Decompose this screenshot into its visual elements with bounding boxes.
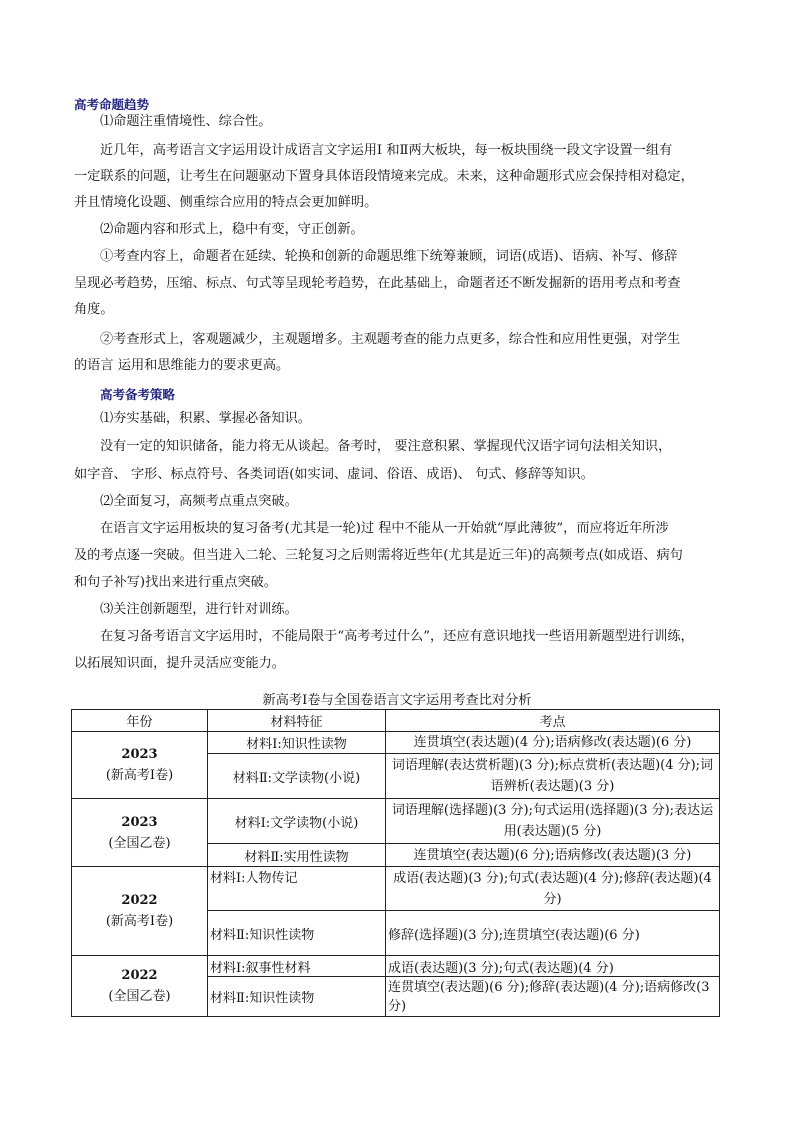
paragraph-line: 呈现必考趋势，压缩、标点、句式等呈现轮考趋势，在此基础上，命题者还不断发掘新的语用考点和考查 bbox=[74, 276, 681, 291]
paper-type: (新高考Ⅰ卷) bbox=[105, 914, 174, 929]
paragraph-line: 以拓展知识面，提升灵活应变能力。 bbox=[74, 656, 285, 671]
year-cell bbox=[72, 956, 208, 1017]
paragraph-line: 及的考点逐一突破。但当进入二轮、三轮复习之后则需将近些年(尤其是近三年)的高频考点(如成语、病句 bbox=[74, 548, 683, 563]
section-heading-strategy: 高考备考策略 bbox=[100, 387, 176, 402]
paragraph-line: 没有一定的知识储备，能力将无从谈起。备考时， 要注意积累、掌握现代汉语字词句法相关知识， bbox=[100, 439, 672, 454]
year: 2023 bbox=[121, 814, 158, 830]
material-cell: 材料Ⅱ:文学读物(小说) bbox=[208, 754, 386, 799]
table-row bbox=[72, 799, 720, 844]
points-cell: 连贯填空(表达题)(6 分);修辞(表达题)(4 分);语病修改(3 分) bbox=[386, 977, 720, 1017]
table-caption: 新高考Ⅰ卷与全国卷语言文字运用考查比对分析 bbox=[262, 693, 532, 708]
paragraph-line: 一定联系的问题，让考生在问题驱动下置身具体语段情境来完成。未来，这种命题形式应会保持相对稳定， bbox=[74, 169, 694, 184]
paragraph-line: 如字音、 字形、标点符号、各类词语(如实词、虚词、俗语、成语)、 句式、修辞等知识。 bbox=[74, 467, 594, 482]
section-heading-trend: 高考命题趋势 bbox=[74, 97, 150, 112]
material-cell: 材料Ⅰ:叙事性材料 bbox=[208, 956, 386, 977]
table-row bbox=[72, 867, 720, 911]
paragraph: ⑵命题内容和形式上，稳中有变，守正创新。 bbox=[100, 222, 364, 237]
points-cell: 成语(表达题)(3 分);句式(表达题)(4 分);修辞(表达题)(4 分) bbox=[386, 867, 720, 911]
paragraph-line: 并且情境化设题、侧重综合应用的特点会更加鲜明。 bbox=[74, 195, 378, 210]
points-cell: 词语理解(表达赏析题)(3 分);标点赏析(表达题)(4 分);词语辨析(表达题)(3 分) bbox=[386, 754, 720, 799]
paragraph: ⑵全面复习，高频考点重点突破。 bbox=[100, 494, 298, 509]
material-cell: 材料Ⅰ:文学读物(小说) bbox=[208, 799, 386, 844]
paragraph-line: 在语言文字运用板块的复习备考(尤其是一轮)过 程中不能从一开始就“厚此薄彼”，而应将近年所涉 bbox=[100, 521, 669, 536]
paragraph: ⑴命题注重情境性、综合性。 bbox=[100, 114, 272, 129]
table-row bbox=[72, 956, 720, 977]
year-cell bbox=[72, 867, 208, 956]
material-cell: 材料Ⅰ:知识性读物 bbox=[208, 732, 386, 754]
points-cell: 修辞(选择题)(3 分);连贯填空(表达题)(6 分) bbox=[386, 911, 720, 956]
paper-type: (全国乙卷) bbox=[108, 989, 171, 1004]
paragraph-line: 在复习备考语言文字运用时，不能局限于“高考考过什么”，还应有意识地找一些语用新题型进行训练， bbox=[100, 629, 694, 644]
paper-type: (新高考Ⅰ卷) bbox=[105, 768, 174, 783]
points-cell: 连贯填空(表达题)(6 分);语病修改(表达题)(3 分) bbox=[386, 844, 720, 867]
paragraph: ⑶关注创新题型，进行针对训练。 bbox=[100, 602, 298, 617]
paragraph-line: 角度。 bbox=[74, 302, 114, 317]
year: 2023 bbox=[121, 747, 158, 762]
paragraph-line: ①考查内容上，命题者在延续、轮换和创新的命题思维下统筹兼顾，词语(成语)、语病、补写、修辞 bbox=[100, 249, 678, 264]
paragraph-line: 近几年，高考语言文字运用设计成语言文字运用Ⅰ 和Ⅱ两大板块，每一板块围绕一段文字设置一组有 bbox=[100, 143, 673, 158]
paragraph-line: 的语言 运用和思维能力的要求更高。 bbox=[74, 358, 290, 373]
year: 2022 bbox=[121, 893, 158, 908]
year-cell bbox=[72, 799, 208, 867]
material-cell: 材料Ⅱ:知识性读物 bbox=[208, 977, 386, 1017]
points-cell: 成语(表达题)(3 分);句式(表达题)(4 分) bbox=[386, 956, 720, 977]
points-cell: 连贯填空(表达题)(4 分);语病修改(表达题)(6 分) bbox=[386, 732, 720, 754]
material-cell: 材料Ⅰ:人物传记 bbox=[208, 867, 386, 911]
paragraph-line: ②考查形式上，客观题减少，主观题增多。主观题考查的能力点更多，综合性和应用性更强，对学生 bbox=[100, 332, 681, 347]
header-year: 年份 bbox=[72, 710, 208, 732]
year: 2022 bbox=[121, 968, 158, 983]
header-material: 材料特征 bbox=[208, 710, 386, 732]
table-row bbox=[72, 732, 720, 754]
table-header-row bbox=[72, 710, 720, 732]
material-cell: 材料Ⅱ:知识性读物 bbox=[208, 911, 386, 956]
material-cell: 材料Ⅱ:实用性读物 bbox=[208, 844, 386, 867]
paragraph-line: 和句子补写)找出来进行重点突破。 bbox=[74, 575, 277, 590]
header-points: 考点 bbox=[386, 710, 720, 732]
paper-type: (全国乙卷) bbox=[108, 835, 171, 851]
paragraph: ⑴夯实基础，积累、掌握必备知识。 bbox=[100, 411, 311, 426]
year-cell bbox=[72, 732, 208, 799]
comparison-table bbox=[71, 709, 720, 1017]
points-cell: 词语理解(选择题)(3 分);句式运用(选择题)(3 分);表达运用(表达题)(5 分) bbox=[386, 799, 720, 844]
